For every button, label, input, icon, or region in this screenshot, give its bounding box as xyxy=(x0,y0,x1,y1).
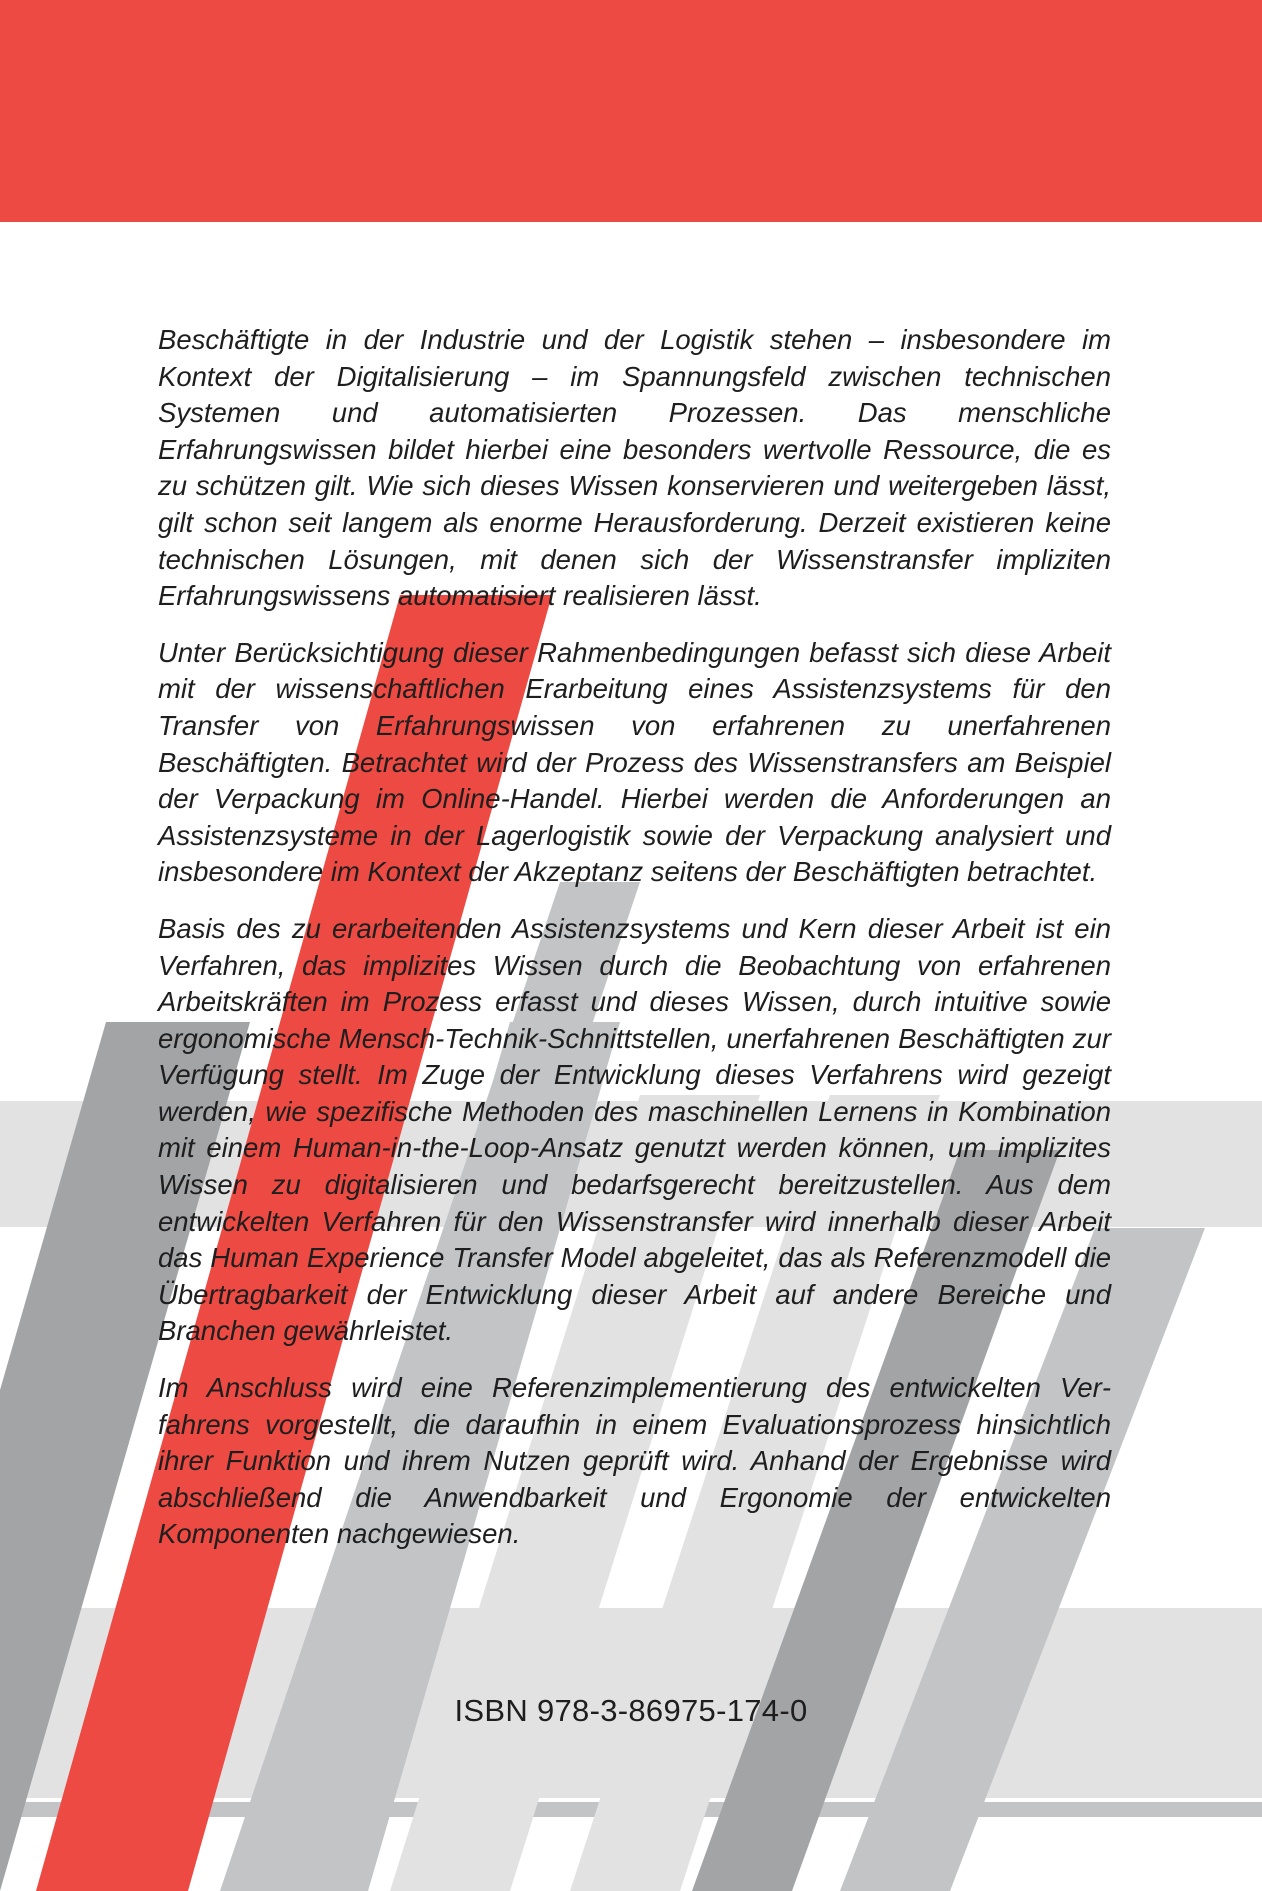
blurb-text xyxy=(158,322,1111,1573)
blurb-paragraph-3: Basis des zu erarbeitenden Assistenzsystems und Kern dieser Arbeit ist ein Verfahren, das implizites Wissen durch die Beobachtung von erfahrenen Arbeitskräften im Prozess erfasst und dieses Wissen, durch intuitive sowie ergonomische Mensch-Technik-Schnittstellen, unerfahrenen Beschäftigten zur Verfügung stellt. Im Zuge der Entwicklung dieses Verfahrens wird gezeigt werden, wie spezifische Methoden des maschinellen Lernens in Kombination mit einem Human-in-the-Loop-Ansatz genutzt werden können, um implizites Wissen zu digitalisieren und bedarfsgerecht bereitzustellen. Aus dem entwickelten Verfahren für den Wissenstransfer wird innerhalb dieser Arbeit das Human Experience Transfer Model abgeleitet, das als Referenzmodell die Übertragbarkeit der Entwicklung dieser Arbeit auf andere Bereiche und Branchen gewährleistet. xyxy=(158,912,1111,1347)
isbn-number: ISBN 978-3-86975-174-0 xyxy=(454,1693,808,1728)
blurb-paragraph-2: Unter Berücksichtigung dieser Rahmenbedingungen befasst sich diese Arbeit mit der wissenschaftlichen Erarbeitung eines Assistenzsystems für den Transfer von Erfahrungswissen von erfahrenen zu unerfahrenen Beschäftigten. Betrachtet wird der Prozess des Wissenstransfers am Beispiel der Verpackung im Online-Handel. Hierbei werden die Anforderungen an Assistenzsysteme in der Lagerlogistik sowie der Verpackung analysiert und insbesondere im Kontext der Akzeptanz seitens der Beschäftigten betrachtet. xyxy=(158,636,1111,888)
blurb-paragraph-4: Im Anschluss wird eine Referenzimplementierung des entwickelten Verfahrens vorgestellt, die daraufhin in einem Evaluationsprozess hinsichtlich ihrer Funktion und ihrem Nutzen geprüft wird. Anhand der Ergebnisse wird abschließend die Anwendbarkeit und Ergonomie der entwickelten Komponenten nachgewiesen. xyxy=(158,1372,1111,1550)
blurb-paragraph-1: Beschäftigte in der Industrie und der Logistik stehen – insbesondere im Kontext der Digitalisierung – im Spannungsfeld zwischen technischen Systemen und automatisierten Prozessen. Das menschliche Erfahrungswissen bildet hierbei eine besonders wertvolle Ressource, die es zu schützen gilt. Wie sich dieses Wissen konservieren und weitergeben lässt, gilt schon seit langem als enorme Herausforderung. Derzeit existieren keine technischen Lösungen, mit denen sich der Wissenstransfer impliziten Erfahrungswissens automatisiert realisieren lässt. xyxy=(158,324,1111,612)
